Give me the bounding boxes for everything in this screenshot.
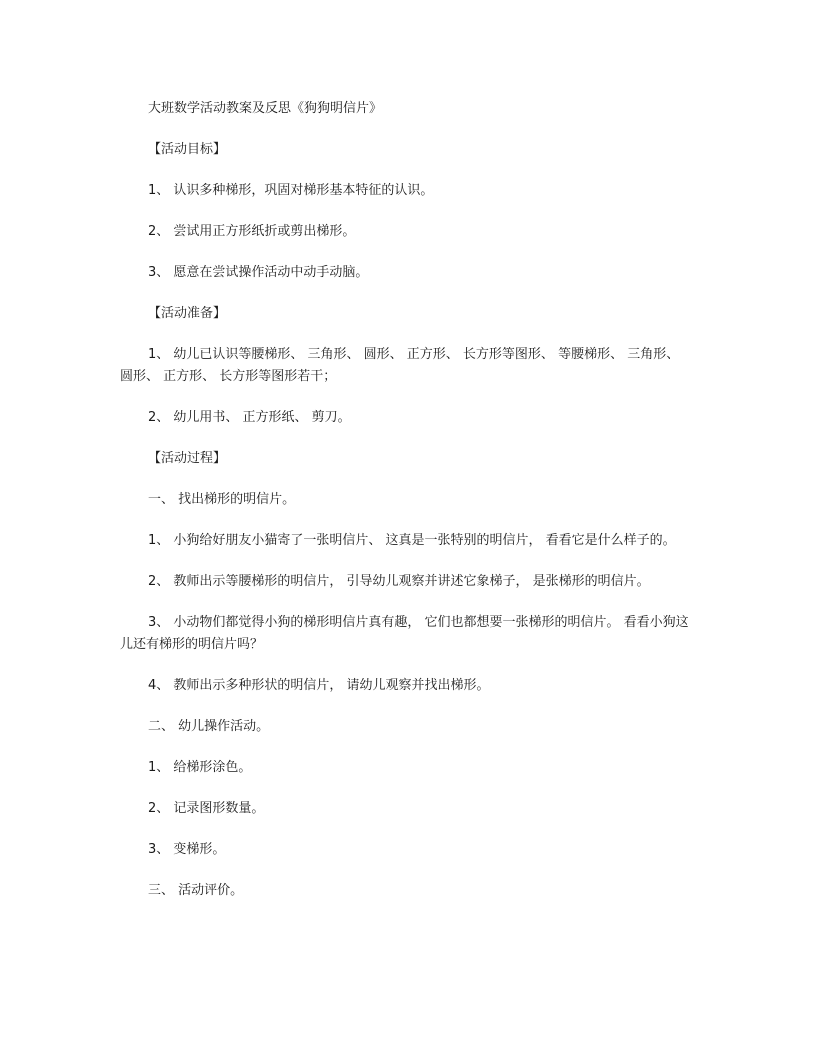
paragraph: 二、 幼儿操作活动。 <box>148 719 270 734</box>
paragraph: 一、 找出梯形的明信片。 <box>148 492 296 507</box>
paragraph: 3、 愿意在尝试操作活动中动手动脑。 <box>148 265 369 280</box>
document-page <box>120 98 695 921</box>
paragraph: 3、 变梯形。 <box>148 842 226 857</box>
section-heading-goals: 【活动目标】 <box>148 142 227 157</box>
paragraph: 2、 教师出示等腰梯形的明信片， 引导幼儿观察并讲述它象梯子， 是张梯形的明信片。 <box>148 574 650 589</box>
paragraph: 1、 小狗给好朋友小猫寄了一张明信片、 这真是一张特别的明信片， 看看它是什么样子的。 <box>148 533 676 548</box>
paragraph: 2、 尝试用正方形纸折或剪出梯形。 <box>148 224 356 239</box>
document-title: 大班数学活动教案及反思《狗狗明信片》 <box>148 101 383 116</box>
paragraph: 4、 教师出示多种形状的明信片， 请幼儿观察并找出梯形。 <box>148 678 490 693</box>
paragraph: 2、 记录图形数量。 <box>148 801 265 816</box>
paragraph: 1、 认识多种梯形，巩固对梯形基本特征的认识。 <box>148 183 434 198</box>
section-heading-preparation: 【活动准备】 <box>148 306 227 321</box>
paragraph: 2、 幼儿用书、 正方形纸、 剪刀。 <box>148 410 351 425</box>
section-heading-process: 【活动过程】 <box>148 451 227 466</box>
paragraph: 三、 活动评价。 <box>148 883 244 898</box>
paragraph: 1、 给梯形涂色。 <box>148 760 252 775</box>
paragraph: 1、 幼儿已认识等腰梯形、 三角形、 圆形、 正方形、 长方形等图形、 等腰梯形、 三角形、 圆形、 正方形、 长方形等图形若干； <box>120 347 680 384</box>
paragraph: 3、 小动物们都觉得小狗的梯形明信片真有趣， 它们也都想要一张梯形的明信片。 看看小狗这儿还有梯形的明信片吗？ <box>120 615 689 652</box>
